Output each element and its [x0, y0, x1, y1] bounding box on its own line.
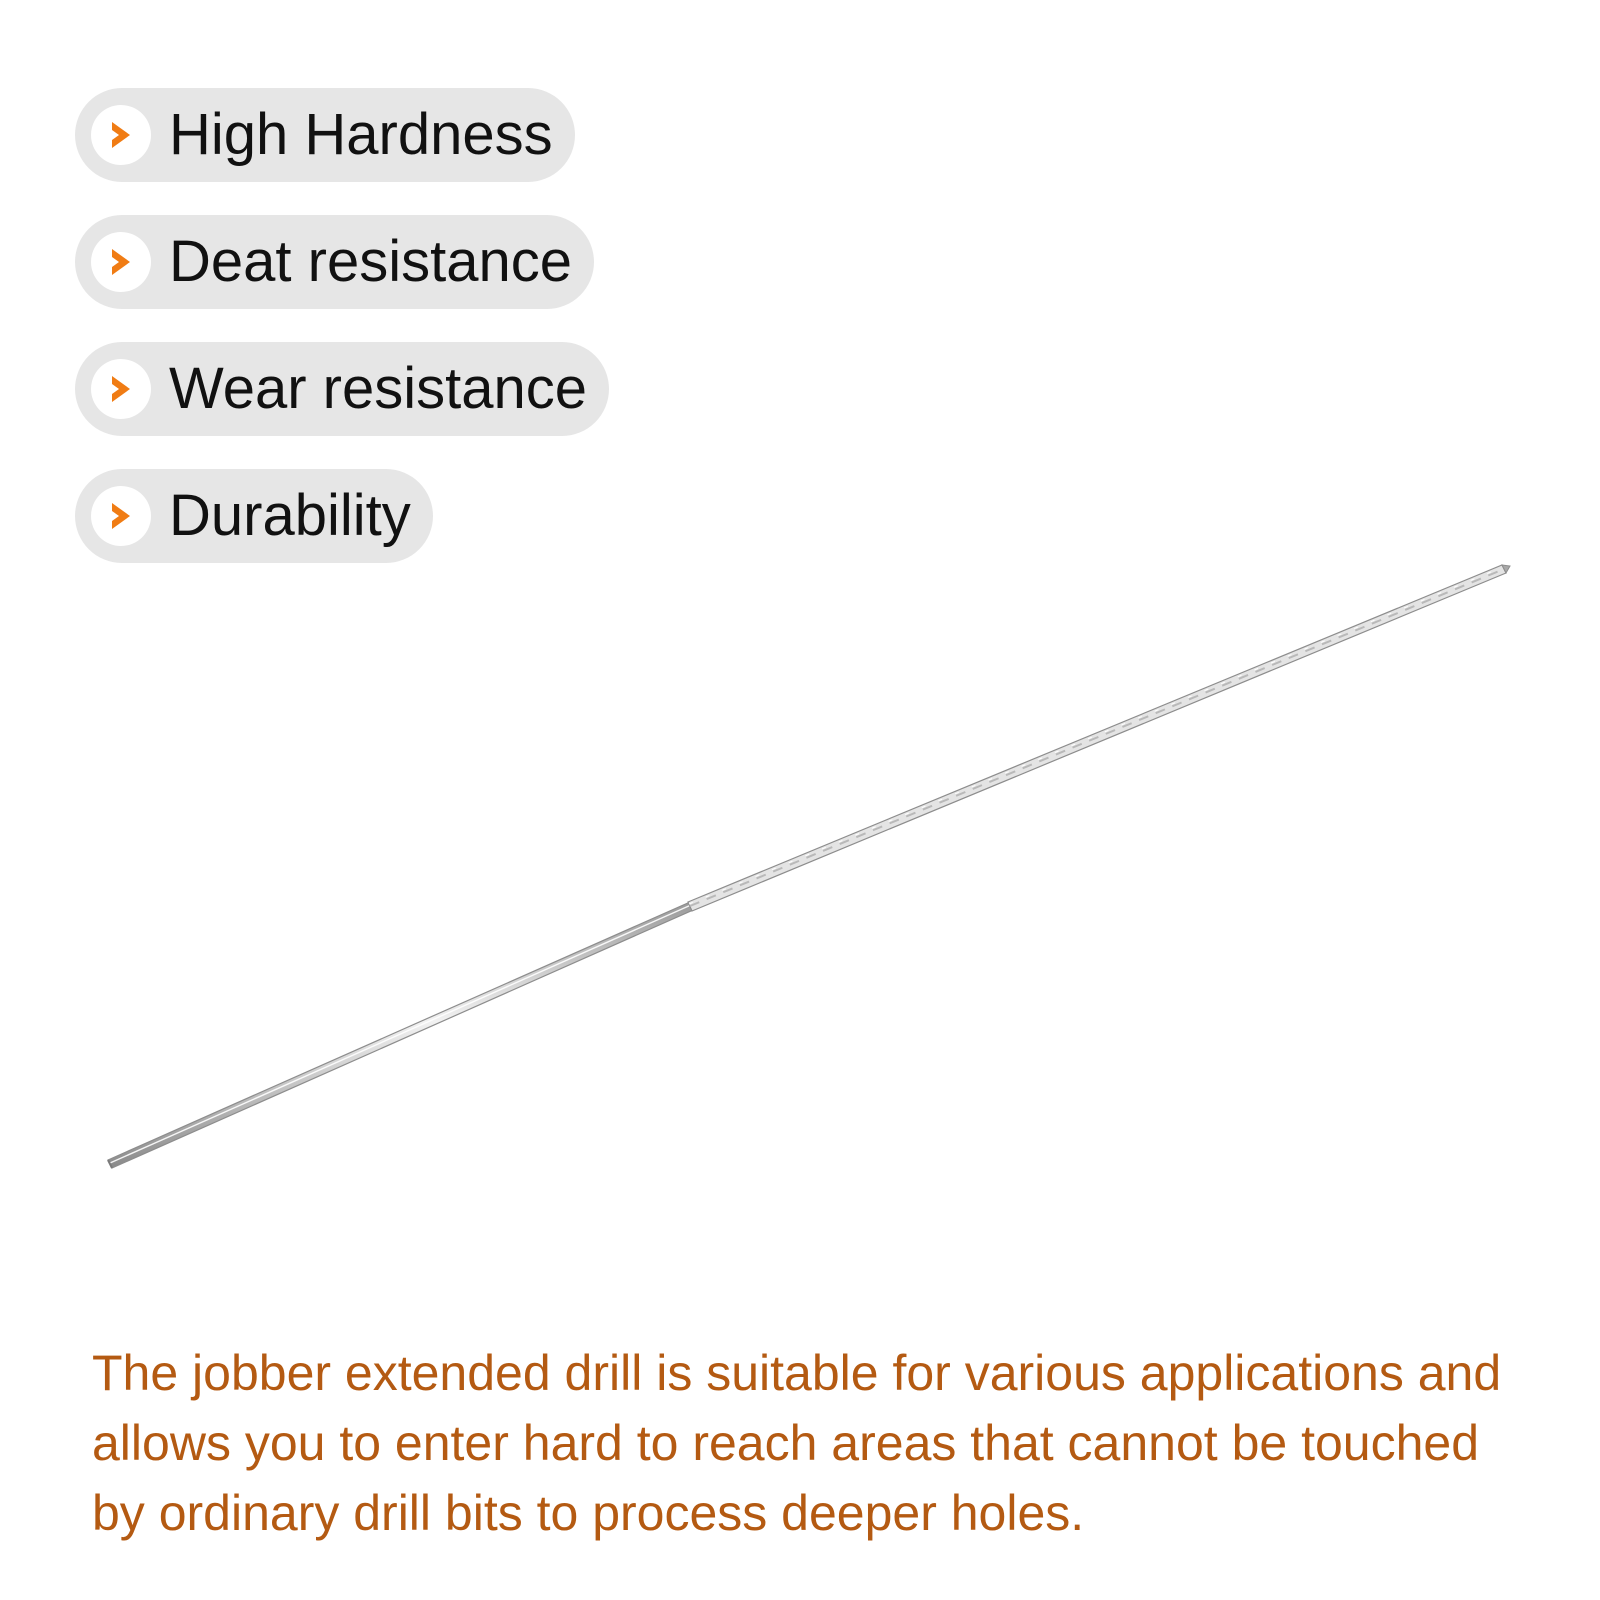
feature-label: Wear resistance — [169, 356, 587, 421]
drill-flutes — [688, 565, 1506, 911]
product-description: The jobber extended drill is suitable for various applications and allows you to enter hard to reach areas that cannot be touched by ordinary drill bits to process deeper holes. — [92, 1345, 1502, 1541]
feature-label: High Hardness — [169, 102, 553, 167]
feature-label: Deat resistance — [169, 229, 572, 294]
feature-label: Durability — [169, 483, 411, 548]
drill-shank — [108, 902, 693, 1168]
